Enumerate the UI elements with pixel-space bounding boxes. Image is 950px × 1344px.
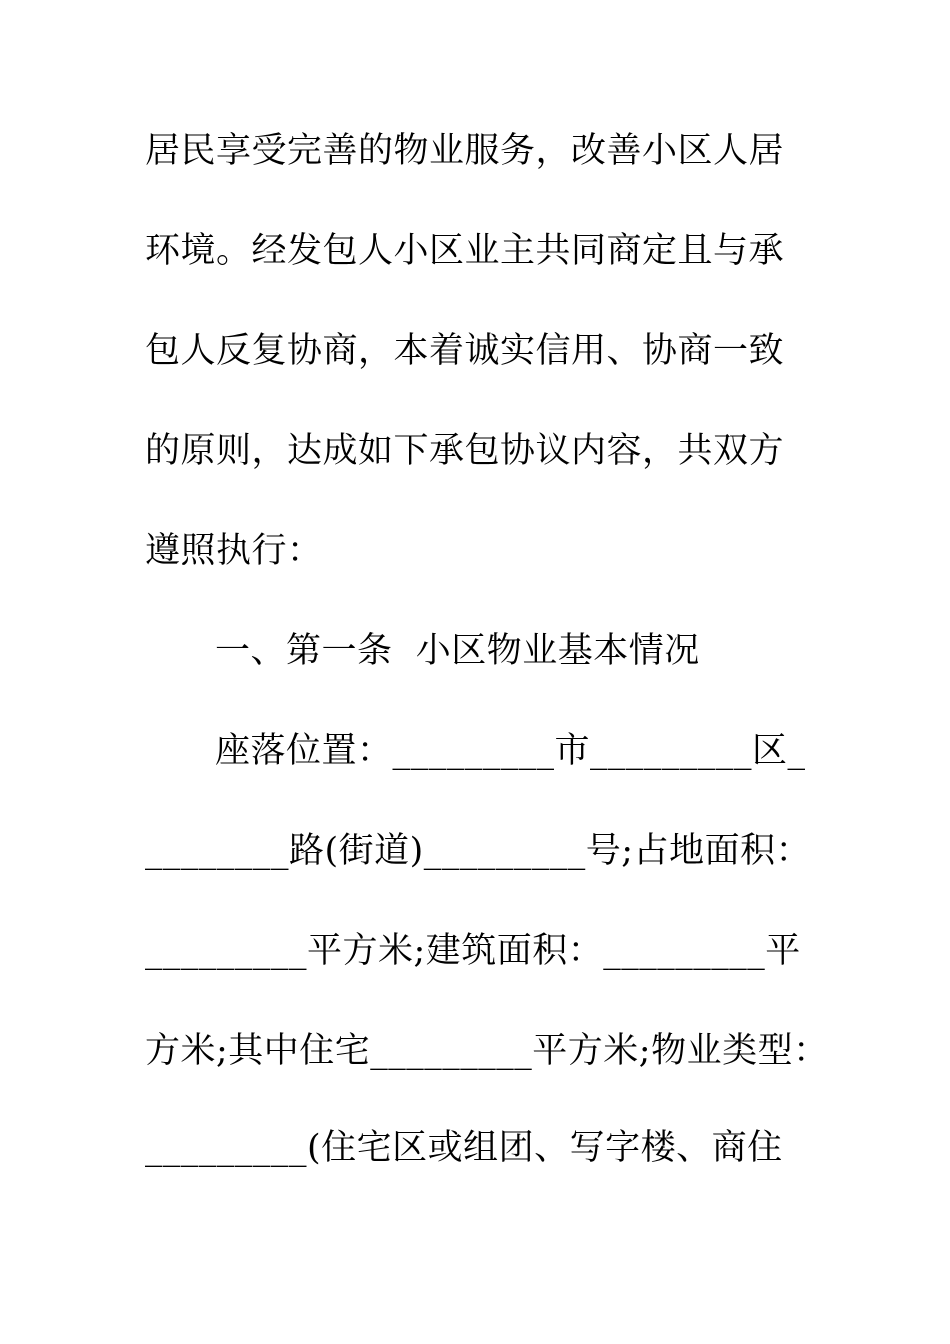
section-heading: 一、第一条 小区物业基本情况 (215, 631, 700, 671)
body-text-line: 的原则，达成如下承包协议内容，共双方 (145, 431, 785, 471)
body-text-line: 包人反复协商，本着诚实信用、协商一致 (145, 331, 785, 371)
body-text-line: 居民享受完善的物业服务，改善小区人居 (145, 131, 785, 171)
address-area-line: ________路(街道)_________号;占地面积： (145, 831, 812, 871)
building-area-line: _________平方米;建筑面积：_________平 (145, 931, 801, 971)
body-text-line: 环境。经发包人小区业主共同商定且与承 (145, 231, 785, 271)
residential-area-line: 方米;其中住宅_________平方米;物业类型： (145, 1031, 829, 1071)
body-text-line: 遵照执行： (145, 531, 323, 571)
location-field-line: 座落位置：_________市_________区_ (215, 731, 806, 771)
property-type-line: _________(住宅区或组团、写字楼、商住 (145, 1128, 783, 1168)
